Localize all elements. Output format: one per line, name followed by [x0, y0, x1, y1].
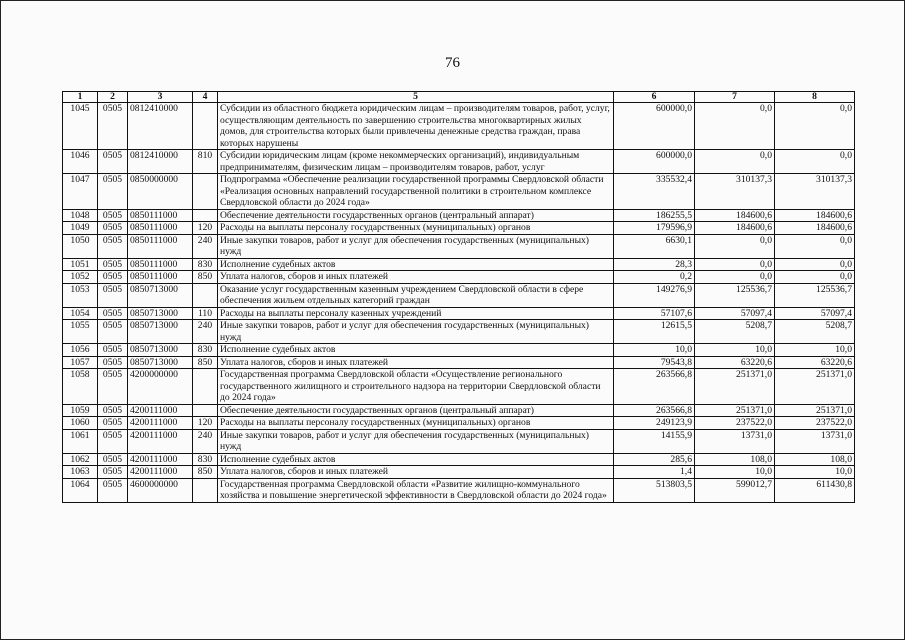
- target-article-code: 0850713000: [128, 283, 193, 307]
- amount-col-8: 237522,0: [775, 417, 855, 430]
- page-number: 76: [445, 55, 460, 71]
- amount-col-7: 10,0: [695, 466, 775, 479]
- amount-col-6: 6630,1: [614, 234, 695, 258]
- section-code: 0505: [98, 150, 128, 174]
- amount-col-8: 10,0: [775, 344, 855, 357]
- amount-col-8: 108,0: [775, 453, 855, 466]
- expense-type-code: 830: [193, 258, 218, 271]
- row-number: 1047: [63, 174, 98, 210]
- target-article-code: 0850713000: [128, 344, 193, 357]
- row-number: 1049: [63, 222, 98, 235]
- row-number: 1053: [63, 283, 98, 307]
- section-code: 0505: [98, 307, 128, 320]
- section-code: 0505: [98, 174, 128, 210]
- expense-type-code: [193, 174, 218, 210]
- column-header-6: 6: [614, 92, 695, 103]
- item-name: Государственная программа Свердловской области «Осуществление регионального государственного жилищного и строительного надзора на территории Свердловской области до 2024 года»: [218, 369, 614, 405]
- amount-col-6: 57107,6: [614, 307, 695, 320]
- table-row: [63, 404, 855, 417]
- target-article-code: 4200111000: [128, 417, 193, 430]
- row-number: 1062: [63, 453, 98, 466]
- target-article-code: 0850713000: [128, 320, 193, 344]
- table-row: [63, 356, 855, 369]
- row-number: 1061: [63, 429, 98, 453]
- row-number: 1050: [63, 234, 98, 258]
- amount-col-8: 10,0: [775, 466, 855, 479]
- target-article-code: 0850111000: [128, 258, 193, 271]
- amount-col-7: 10,0: [695, 344, 775, 357]
- item-name: Обеспечение деятельности государственных органов (центральный аппарат): [218, 404, 614, 417]
- table-row: [63, 453, 855, 466]
- column-header-5: 5: [218, 92, 614, 103]
- expense-type-code: 240: [193, 429, 218, 453]
- target-article-code: 0850000000: [128, 174, 193, 210]
- amount-col-7: 251371,0: [695, 369, 775, 405]
- expense-type-code: 120: [193, 417, 218, 430]
- item-name: Исполнение судебных актов: [218, 344, 614, 357]
- column-header-7: 7: [695, 92, 775, 103]
- item-name: Уплата налогов, сборов и иных платежей: [218, 356, 614, 369]
- amount-col-7: 237522,0: [695, 417, 775, 430]
- section-code: 0505: [98, 417, 128, 430]
- section-code: 0505: [98, 466, 128, 479]
- amount-col-6: 1,4: [614, 466, 695, 479]
- expense-type-code: 120: [193, 222, 218, 235]
- amount-col-7: 0,0: [695, 271, 775, 284]
- amount-col-7: 251371,0: [695, 404, 775, 417]
- item-name: Государственная программа Свердловской области «Развитие жилищно-коммунального хозяйства и повышение энергетической эффективности в Свердловской области до 2024 года»: [218, 478, 614, 502]
- item-name: Оказание услуг государственным казенным учреждением Свердловской области в сфере обеспечения жильем отдельных категорий граждан: [218, 283, 614, 307]
- amount-col-6: 335532,4: [614, 174, 695, 210]
- amount-col-8: 5208,7: [775, 320, 855, 344]
- amount-col-6: 249123,9: [614, 417, 695, 430]
- amount-col-6: 79543,8: [614, 356, 695, 369]
- amount-col-8: 251371,0: [775, 369, 855, 405]
- amount-col-7: 184600,6: [695, 209, 775, 222]
- target-article-code: 4200111000: [128, 466, 193, 479]
- item-name: Субсидии юридическим лицам (кроме некоммерческих организаций), индивидуальным предпринимателям, физическим лицам – производителям товаров, работ, услуг: [218, 150, 614, 174]
- item-name: Подпрограмма «Обеспечение реализации государственной программы Свердловской области «Реализация основных направлений государственной политики в строительном комплексе Свердловской области до 2024 года»: [218, 174, 614, 210]
- amount-col-7: 0,0: [695, 258, 775, 271]
- amount-col-8: 310137,3: [775, 174, 855, 210]
- amount-col-8: 0,0: [775, 103, 855, 150]
- target-article-code: 4200111000: [128, 453, 193, 466]
- column-header-8: 8: [775, 92, 855, 103]
- item-name: Расходы на выплаты персоналу государственных (муниципальных) органов: [218, 417, 614, 430]
- table-row: [63, 222, 855, 235]
- column-header-1: 1: [63, 92, 98, 103]
- amount-col-8: 63220,6: [775, 356, 855, 369]
- section-code: 0505: [98, 404, 128, 417]
- amount-col-8: 0,0: [775, 271, 855, 284]
- expense-type-code: 110: [193, 307, 218, 320]
- table-row: [63, 283, 855, 307]
- section-code: 0505: [98, 209, 128, 222]
- item-name: Субсидии из областного бюджета юридическим лицам – производителям товаров, работ, услуг, осуществляющим деятельность по завершению строительства многоквартирных жилых домов, для строительства которых были привлечены денежные средства граждан, права которых нарушены: [218, 103, 614, 150]
- section-code: 0505: [98, 453, 128, 466]
- row-number: 1051: [63, 258, 98, 271]
- section-code: 0505: [98, 234, 128, 258]
- amount-col-7: 184600,6: [695, 222, 775, 235]
- target-article-code: 0850111000: [128, 234, 193, 258]
- budget-table: [62, 91, 855, 503]
- column-header-2: 2: [98, 92, 128, 103]
- target-article-code: 0850713000: [128, 307, 193, 320]
- expense-type-code: [193, 478, 218, 502]
- amount-col-8: 0,0: [775, 234, 855, 258]
- target-article-code: 0812410000: [128, 103, 193, 150]
- row-number: 1064: [63, 478, 98, 502]
- section-code: 0505: [98, 320, 128, 344]
- amount-col-7: 310137,3: [695, 174, 775, 210]
- table-row: [63, 417, 855, 430]
- target-article-code: 0850713000: [128, 356, 193, 369]
- expense-type-code: 830: [193, 344, 218, 357]
- amount-col-6: 186255,5: [614, 209, 695, 222]
- target-article-code: 0850111000: [128, 271, 193, 284]
- row-number: 1056: [63, 344, 98, 357]
- row-number: 1059: [63, 404, 98, 417]
- table-row: [63, 369, 855, 405]
- table-header-row: [63, 92, 855, 103]
- amount-col-8: 0,0: [775, 150, 855, 174]
- amount-col-8: 251371,0: [775, 404, 855, 417]
- section-code: 0505: [98, 271, 128, 284]
- row-number: 1045: [63, 103, 98, 150]
- amount-col-6: 263566,8: [614, 404, 695, 417]
- section-code: 0505: [98, 369, 128, 405]
- column-header-4: 4: [193, 92, 218, 103]
- table-row: [63, 478, 855, 502]
- amount-col-8: 184600,6: [775, 209, 855, 222]
- section-code: 0505: [98, 429, 128, 453]
- amount-col-7: 0,0: [695, 150, 775, 174]
- section-code: 0505: [98, 356, 128, 369]
- amount-col-8: 57097,4: [775, 307, 855, 320]
- amount-col-6: 0,2: [614, 271, 695, 284]
- table-row: [63, 320, 855, 344]
- amount-col-7: 599012,7: [695, 478, 775, 502]
- row-number: 1054: [63, 307, 98, 320]
- amount-col-7: 125536,7: [695, 283, 775, 307]
- item-name: Исполнение судебных актов: [218, 453, 614, 466]
- table-row: [63, 174, 855, 210]
- expense-type-code: [193, 103, 218, 150]
- expense-type-code: [193, 404, 218, 417]
- amount-col-8: 13731,0: [775, 429, 855, 453]
- amount-col-6: 513803,5: [614, 478, 695, 502]
- amount-col-6: 10,0: [614, 344, 695, 357]
- amount-col-7: 63220,6: [695, 356, 775, 369]
- amount-col-6: 600000,0: [614, 103, 695, 150]
- section-code: 0505: [98, 478, 128, 502]
- expense-type-code: 830: [193, 453, 218, 466]
- item-name: Иные закупки товаров, работ и услуг для обеспечения государственных (муниципальных) нужд: [218, 234, 614, 258]
- amount-col-8: 125536,7: [775, 283, 855, 307]
- amount-col-8: 611430,8: [775, 478, 855, 502]
- table-row: [63, 307, 855, 320]
- table-body: [63, 103, 855, 503]
- amount-col-7: 0,0: [695, 103, 775, 150]
- target-article-code: 0850111000: [128, 222, 193, 235]
- amount-col-7: 13731,0: [695, 429, 775, 453]
- table-row: [63, 258, 855, 271]
- amount-col-7: 5208,7: [695, 320, 775, 344]
- row-number: 1058: [63, 369, 98, 405]
- section-code: 0505: [98, 222, 128, 235]
- amount-col-6: 12615,5: [614, 320, 695, 344]
- expense-type-code: 850: [193, 466, 218, 479]
- target-article-code: 4200111000: [128, 404, 193, 417]
- item-name: Уплата налогов, сборов и иных платежей: [218, 466, 614, 479]
- table-row: [63, 150, 855, 174]
- section-code: 0505: [98, 258, 128, 271]
- row-number: 1063: [63, 466, 98, 479]
- item-name: Иные закупки товаров, работ и услуг для обеспечения государственных (муниципальных) нужд: [218, 320, 614, 344]
- table-row: [63, 344, 855, 357]
- table-row: [63, 103, 855, 150]
- item-name: Расходы на выплаты персоналу казенных учреждений: [218, 307, 614, 320]
- section-code: 0505: [98, 344, 128, 357]
- table-row: [63, 429, 855, 453]
- expense-type-code: [193, 369, 218, 405]
- expense-type-code: 240: [193, 320, 218, 344]
- expense-type-code: [193, 283, 218, 307]
- target-article-code: 4200000000: [128, 369, 193, 405]
- amount-col-6: 14155,9: [614, 429, 695, 453]
- item-name: Исполнение судебных актов: [218, 258, 614, 271]
- table-row: [63, 271, 855, 284]
- table-row: [63, 466, 855, 479]
- item-name: Уплата налогов, сборов и иных платежей: [218, 271, 614, 284]
- row-number: 1048: [63, 209, 98, 222]
- expense-type-code: 810: [193, 150, 218, 174]
- amount-col-8: 184600,6: [775, 222, 855, 235]
- target-article-code: 0812410000: [128, 150, 193, 174]
- amount-col-7: 108,0: [695, 453, 775, 466]
- amount-col-6: 28,3: [614, 258, 695, 271]
- item-name: Обеспечение деятельности государственных органов (центральный аппарат): [218, 209, 614, 222]
- row-number: 1052: [63, 271, 98, 284]
- amount-col-7: 0,0: [695, 234, 775, 258]
- expense-type-code: 850: [193, 356, 218, 369]
- item-name: Расходы на выплаты персоналу государственных (муниципальных) органов: [218, 222, 614, 235]
- expense-type-code: [193, 209, 218, 222]
- expense-type-code: 240: [193, 234, 218, 258]
- target-article-code: 4600000000: [128, 478, 193, 502]
- table-row: [63, 234, 855, 258]
- section-code: 0505: [98, 283, 128, 307]
- expense-type-code: 850: [193, 271, 218, 284]
- section-code: 0505: [98, 103, 128, 150]
- amount-col-6: 149276,9: [614, 283, 695, 307]
- row-number: 1060: [63, 417, 98, 430]
- target-article-code: 0850111000: [128, 209, 193, 222]
- row-number: 1055: [63, 320, 98, 344]
- amount-col-6: 263566,8: [614, 369, 695, 405]
- column-header-3: 3: [128, 92, 193, 103]
- amount-col-6: 600000,0: [614, 150, 695, 174]
- row-number: 1057: [63, 356, 98, 369]
- table-row: [63, 209, 855, 222]
- target-article-code: 4200111000: [128, 429, 193, 453]
- row-number: 1046: [63, 150, 98, 174]
- item-name: Иные закупки товаров, работ и услуг для обеспечения государственных (муниципальных) нужд: [218, 429, 614, 453]
- amount-col-8: 0,0: [775, 258, 855, 271]
- amount-col-6: 285,6: [614, 453, 695, 466]
- amount-col-6: 179596,9: [614, 222, 695, 235]
- amount-col-7: 57097,4: [695, 307, 775, 320]
